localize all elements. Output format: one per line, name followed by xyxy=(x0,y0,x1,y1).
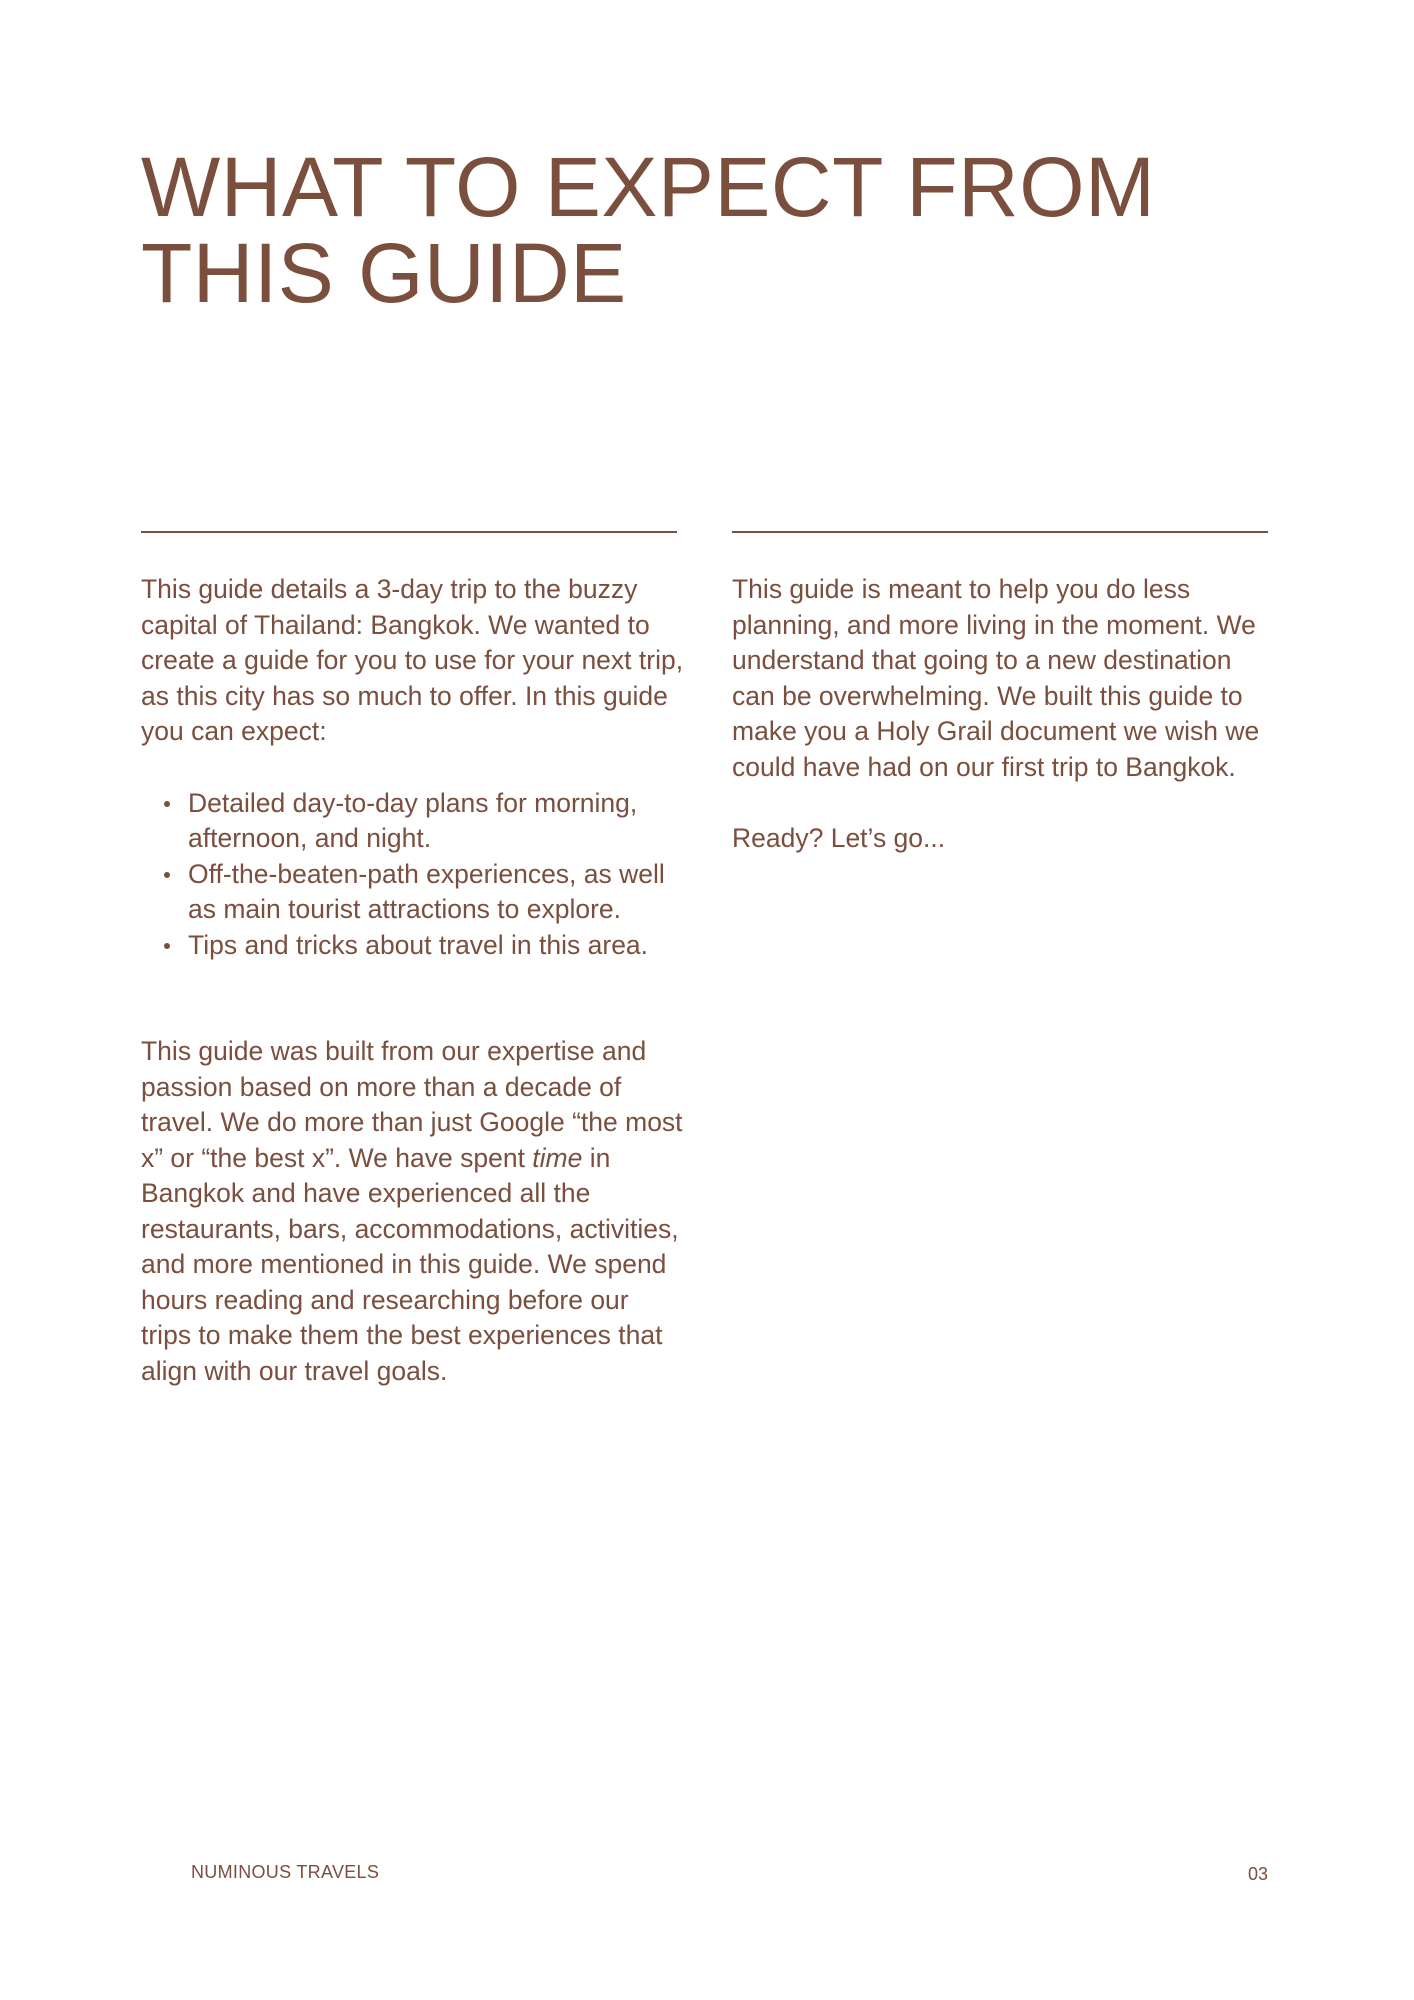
intro-paragraph: This guide details a 3-day trip to the buzzy capital of Thailand: Bangkok. We wanted to create a guide for you to use for your next trip, as this city has so much to offer. In this guide you can expect: xyxy=(141,574,684,746)
purpose-paragraph: This guide is meant to help you do less planning, and more living in the moment. We understand that going to a new destination can be overwhelming. We built this guide to make you a Holy Grail document we wish we could have had on our first trip to Bangkok. xyxy=(732,574,1260,782)
page-title-line-1: WHAT TO EXPECT FROM xyxy=(141,140,1156,234)
list-item: Tips and tricks about travel in this area. xyxy=(188,928,686,964)
footer-brand: NUMINOUS TRAVELS xyxy=(191,1862,380,1882)
expertise-text-start: This guide was built from our expertise and passion based on more than a decade of travel. We do more than just Google “the most x” or “the best x”. We have spent xyxy=(141,1036,683,1173)
page-title xyxy=(141,140,1291,320)
left-column-divider xyxy=(141,531,677,533)
list-item: Detailed day-to-day plans for morning, afternoon, and night. xyxy=(188,786,686,857)
page-title-line-2: THIS GUIDE xyxy=(141,226,627,320)
expertise-text-end: in Bangkok and have experienced all the restaurants, bars, accommodations, activities, and more mentioned in this guide. We spend hours reading and researching before our trips to make them the best experiences that align with our travel goals. xyxy=(141,1142,679,1386)
left-column xyxy=(141,572,686,1389)
expertise-emphasis: time xyxy=(532,1142,583,1173)
page-number: 03 xyxy=(1247,1864,1268,1884)
expectations-list xyxy=(141,786,686,964)
expertise-paragraph xyxy=(141,1034,686,1389)
ready-paragraph: Ready? Let’s go... xyxy=(732,823,946,853)
right-column xyxy=(732,572,1277,857)
right-column-divider xyxy=(732,531,1268,533)
list-item: Off-the-beaten-path experiences, as well as main tourist attractions to explore. xyxy=(188,857,686,928)
